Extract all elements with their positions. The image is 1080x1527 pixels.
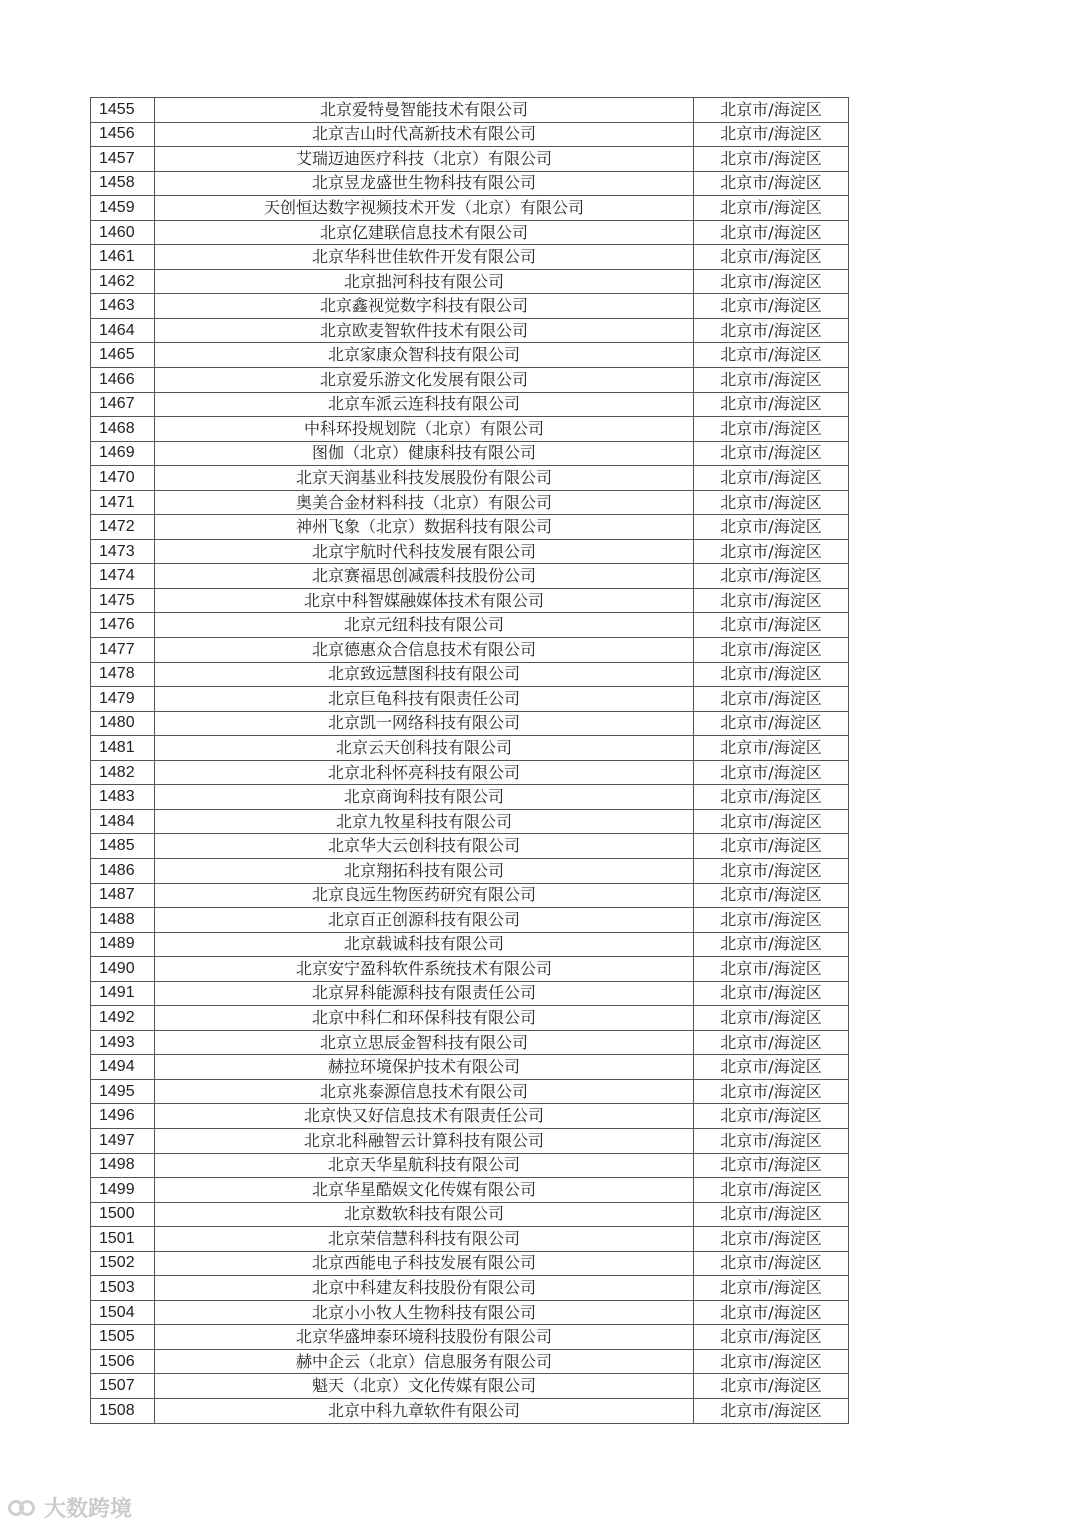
table-row	[91, 196, 849, 221]
region-cell: 北京市/海淀区	[694, 711, 849, 736]
company-name: 北京立思辰金智科技有限公司	[155, 1030, 694, 1055]
table-row	[91, 122, 849, 147]
company-name: 中科环投规划院（北京）有限公司	[155, 417, 694, 442]
company-name: 北京良远生物医药研究有限公司	[155, 883, 694, 908]
region-cell: 北京市/海淀区	[694, 981, 849, 1006]
company-name: 北京安宁盈科软件系统技术有限公司	[155, 957, 694, 982]
row-number: 1499	[91, 1178, 155, 1203]
table-row	[91, 1030, 849, 1055]
company-name: 北京家康众智科技有限公司	[155, 343, 694, 368]
company-table	[90, 97, 849, 1424]
company-name: 北京吉山时代高新技术有限公司	[155, 122, 694, 147]
company-name: 北京天华星航科技有限公司	[155, 1153, 694, 1178]
company-name: 艾瑞迈迪医疗科技（北京）有限公司	[155, 147, 694, 172]
company-name: 图伽（北京）健康科技有限公司	[155, 441, 694, 466]
table-row	[91, 1128, 849, 1153]
table-row	[91, 392, 849, 417]
company-name: 北京华大云创科技有限公司	[155, 834, 694, 859]
table-row	[91, 417, 849, 442]
company-name: 北京爱乐游文化发展有限公司	[155, 368, 694, 393]
table-row	[91, 638, 849, 663]
region-cell: 北京市/海淀区	[694, 318, 849, 343]
region-cell: 北京市/海淀区	[694, 638, 849, 663]
row-number: 1464	[91, 318, 155, 343]
company-name: 北京昱龙盛世生物科技有限公司	[155, 171, 694, 196]
region-cell: 北京市/海淀区	[694, 687, 849, 712]
region-cell: 北京市/海淀区	[694, 392, 849, 417]
table-row	[91, 957, 849, 982]
region-cell: 北京市/海淀区	[694, 196, 849, 221]
region-cell: 北京市/海淀区	[694, 760, 849, 785]
region-cell: 北京市/海淀区	[694, 834, 849, 859]
region-cell: 北京市/海淀区	[694, 858, 849, 883]
row-number: 1465	[91, 343, 155, 368]
row-number: 1507	[91, 1374, 155, 1399]
row-number: 1487	[91, 883, 155, 908]
company-name: 北京赛福思创减震科技股份公司	[155, 564, 694, 589]
table-row	[91, 883, 849, 908]
region-cell: 北京市/海淀区	[694, 883, 849, 908]
table-row	[91, 1251, 849, 1276]
row-number: 1466	[91, 368, 155, 393]
row-number: 1504	[91, 1300, 155, 1325]
company-name: 北京中科建友科技股份有限公司	[155, 1276, 694, 1301]
watermark-text: 大数跨境	[44, 1497, 133, 1522]
row-number: 1485	[91, 834, 155, 859]
row-number: 1458	[91, 171, 155, 196]
region-cell: 北京市/海淀区	[694, 932, 849, 957]
company-name: 北京拙河科技有限公司	[155, 269, 694, 294]
table-row	[91, 245, 849, 270]
table-row	[91, 1104, 849, 1129]
row-number: 1460	[91, 220, 155, 245]
table-row	[91, 147, 849, 172]
company-name: 北京巨龟科技有限责任公司	[155, 687, 694, 712]
row-number: 1480	[91, 711, 155, 736]
company-name: 北京商询科技有限公司	[155, 785, 694, 810]
region-cell: 北京市/海淀区	[694, 343, 849, 368]
region-cell: 北京市/海淀区	[694, 98, 849, 123]
row-number: 1489	[91, 932, 155, 957]
row-number: 1501	[91, 1227, 155, 1252]
company-name: 北京中科九章软件有限公司	[155, 1398, 694, 1423]
row-number: 1498	[91, 1153, 155, 1178]
row-number: 1494	[91, 1055, 155, 1080]
company-name: 赫中企云（北京）信息服务有限公司	[155, 1349, 694, 1374]
table-row	[91, 613, 849, 638]
row-number: 1476	[91, 613, 155, 638]
region-cell: 北京市/海淀区	[694, 539, 849, 564]
row-number: 1477	[91, 638, 155, 663]
company-name: 北京西能电子科技发展有限公司	[155, 1251, 694, 1276]
table-row	[91, 908, 849, 933]
company-name: 北京致远慧图科技有限公司	[155, 662, 694, 687]
row-number: 1505	[91, 1325, 155, 1350]
table-row	[91, 1374, 849, 1399]
row-number: 1483	[91, 785, 155, 810]
company-name: 北京德惠众合信息技术有限公司	[155, 638, 694, 663]
row-number: 1479	[91, 687, 155, 712]
table-body	[91, 98, 849, 1424]
region-cell: 北京市/海淀区	[694, 564, 849, 589]
region-cell: 北京市/海淀区	[694, 1374, 849, 1399]
row-number: 1467	[91, 392, 155, 417]
table-row	[91, 1006, 849, 1031]
table-row	[91, 1227, 849, 1252]
table-row	[91, 343, 849, 368]
table-row	[91, 662, 849, 687]
table-row	[91, 1349, 849, 1374]
row-number: 1496	[91, 1104, 155, 1129]
row-number: 1475	[91, 588, 155, 613]
row-number: 1457	[91, 147, 155, 172]
table-row	[91, 466, 849, 491]
row-number: 1491	[91, 981, 155, 1006]
region-cell: 北京市/海淀区	[694, 1178, 849, 1203]
region-cell: 北京市/海淀区	[694, 1398, 849, 1423]
company-name: 北京数软科技有限公司	[155, 1202, 694, 1227]
company-name: 赫拉环境保护技术有限公司	[155, 1055, 694, 1080]
table-row	[91, 1300, 849, 1325]
row-number: 1481	[91, 736, 155, 761]
company-name: 北京天润基业科技发展股份有限公司	[155, 466, 694, 491]
table-row	[91, 1202, 849, 1227]
region-cell: 北京市/海淀区	[694, 171, 849, 196]
table-row	[91, 687, 849, 712]
company-name: 北京亿建联信息技术有限公司	[155, 220, 694, 245]
row-number: 1486	[91, 858, 155, 883]
company-name: 北京欧麦智软件技术有限公司	[155, 318, 694, 343]
company-name: 北京荣信慧科科技有限公司	[155, 1227, 694, 1252]
row-number: 1462	[91, 269, 155, 294]
region-cell: 北京市/海淀区	[694, 662, 849, 687]
region-cell: 北京市/海淀区	[694, 269, 849, 294]
table-row	[91, 1153, 849, 1178]
company-name: 北京中科仁和环保科技有限公司	[155, 1006, 694, 1031]
company-name: 北京宇航时代科技发展有限公司	[155, 539, 694, 564]
region-cell: 北京市/海淀区	[694, 957, 849, 982]
region-cell: 北京市/海淀区	[694, 1030, 849, 1055]
region-cell: 北京市/海淀区	[694, 1251, 849, 1276]
company-name: 北京鑫视觉数字科技有限公司	[155, 294, 694, 319]
table-row	[91, 932, 849, 957]
infinity-logo-icon	[8, 1497, 38, 1519]
region-cell: 北京市/海淀区	[694, 588, 849, 613]
table-row	[91, 98, 849, 123]
company-name: 北京华盛坤泰环境科技股份有限公司	[155, 1325, 694, 1350]
region-cell: 北京市/海淀区	[694, 809, 849, 834]
company-name: 北京华科世佳软件开发有限公司	[155, 245, 694, 270]
company-name: 北京凯一网络科技有限公司	[155, 711, 694, 736]
table-row	[91, 269, 849, 294]
company-name: 北京华星酷娱文化传媒有限公司	[155, 1178, 694, 1203]
company-name: 北京爱特曼智能技术有限公司	[155, 98, 694, 123]
row-number: 1502	[91, 1251, 155, 1276]
row-number: 1508	[91, 1398, 155, 1423]
company-name: 天创恒达数字视频技术开发（北京）有限公司	[155, 196, 694, 221]
company-name: 北京云天创科技有限公司	[155, 736, 694, 761]
region-cell: 北京市/海淀区	[694, 466, 849, 491]
region-cell: 北京市/海淀区	[694, 1300, 849, 1325]
table-row	[91, 294, 849, 319]
region-cell: 北京市/海淀区	[694, 441, 849, 466]
table-row	[91, 515, 849, 540]
table-row	[91, 711, 849, 736]
table-row	[91, 1079, 849, 1104]
region-cell: 北京市/海淀区	[694, 785, 849, 810]
region-cell: 北京市/海淀区	[694, 1227, 849, 1252]
region-cell: 北京市/海淀区	[694, 1153, 849, 1178]
company-name: 神州飞象（北京）数据科技有限公司	[155, 515, 694, 540]
row-number: 1473	[91, 539, 155, 564]
region-cell: 北京市/海淀区	[694, 1202, 849, 1227]
company-name: 北京九牧星科技有限公司	[155, 809, 694, 834]
table-row	[91, 736, 849, 761]
table-row	[91, 809, 849, 834]
table-row	[91, 785, 849, 810]
region-cell: 北京市/海淀区	[694, 417, 849, 442]
company-name: 北京中科智媒融媒体技术有限公司	[155, 588, 694, 613]
table-row	[91, 858, 849, 883]
row-number: 1474	[91, 564, 155, 589]
row-number: 1456	[91, 122, 155, 147]
region-cell: 北京市/海淀区	[694, 490, 849, 515]
table-row	[91, 1398, 849, 1423]
row-number: 1468	[91, 417, 155, 442]
region-cell: 北京市/海淀区	[694, 1055, 849, 1080]
region-cell: 北京市/海淀区	[694, 122, 849, 147]
company-name: 北京百正创源科技有限公司	[155, 908, 694, 933]
row-number: 1461	[91, 245, 155, 270]
table-row	[91, 441, 849, 466]
row-number: 1484	[91, 809, 155, 834]
table-row	[91, 588, 849, 613]
table-row	[91, 760, 849, 785]
company-name: 北京元纽科技有限公司	[155, 613, 694, 638]
region-cell: 北京市/海淀区	[694, 1325, 849, 1350]
row-number: 1459	[91, 196, 155, 221]
row-number: 1495	[91, 1079, 155, 1104]
table-row	[91, 171, 849, 196]
region-cell: 北京市/海淀区	[694, 294, 849, 319]
table-row	[91, 318, 849, 343]
region-cell: 北京市/海淀区	[694, 908, 849, 933]
region-cell: 北京市/海淀区	[694, 1349, 849, 1374]
region-cell: 北京市/海淀区	[694, 515, 849, 540]
row-number: 1470	[91, 466, 155, 491]
row-number: 1506	[91, 1349, 155, 1374]
company-name: 奥美合金材料科技（北京）有限公司	[155, 490, 694, 515]
table-row	[91, 1325, 849, 1350]
table-row	[91, 1178, 849, 1203]
company-name: 北京快又好信息技术有限责任公司	[155, 1104, 694, 1129]
watermark	[8, 1492, 132, 1523]
company-name: 魁天（北京）文化传媒有限公司	[155, 1374, 694, 1399]
row-number: 1488	[91, 908, 155, 933]
table-row	[91, 834, 849, 859]
region-cell: 北京市/海淀区	[694, 1079, 849, 1104]
row-number: 1482	[91, 760, 155, 785]
company-name: 北京翔拓科技有限公司	[155, 858, 694, 883]
table-row	[91, 490, 849, 515]
region-cell: 北京市/海淀区	[694, 613, 849, 638]
table-row	[91, 1276, 849, 1301]
region-cell: 北京市/海淀区	[694, 368, 849, 393]
table-row	[91, 564, 849, 589]
table-row	[91, 539, 849, 564]
region-cell: 北京市/海淀区	[694, 147, 849, 172]
company-name: 北京北科怀亮科技有限公司	[155, 760, 694, 785]
company-name: 北京昇科能源科技有限责任公司	[155, 981, 694, 1006]
row-number: 1497	[91, 1128, 155, 1153]
row-number: 1503	[91, 1276, 155, 1301]
row-number: 1478	[91, 662, 155, 687]
row-number: 1472	[91, 515, 155, 540]
company-name: 北京车派云连科技有限公司	[155, 392, 694, 417]
table-row	[91, 1055, 849, 1080]
region-cell: 北京市/海淀区	[694, 1006, 849, 1031]
row-number: 1493	[91, 1030, 155, 1055]
row-number: 1500	[91, 1202, 155, 1227]
region-cell: 北京市/海淀区	[694, 245, 849, 270]
region-cell: 北京市/海淀区	[694, 1276, 849, 1301]
region-cell: 北京市/海淀区	[694, 220, 849, 245]
row-number: 1469	[91, 441, 155, 466]
row-number: 1463	[91, 294, 155, 319]
region-cell: 北京市/海淀区	[694, 1104, 849, 1129]
table-row	[91, 368, 849, 393]
row-number: 1490	[91, 957, 155, 982]
company-name: 北京载诚科技有限公司	[155, 932, 694, 957]
region-cell: 北京市/海淀区	[694, 736, 849, 761]
company-name: 北京兆泰源信息技术有限公司	[155, 1079, 694, 1104]
company-name: 北京北科融智云计算科技有限公司	[155, 1128, 694, 1153]
region-cell: 北京市/海淀区	[694, 1128, 849, 1153]
table-row	[91, 220, 849, 245]
row-number: 1455	[91, 98, 155, 123]
table-row	[91, 981, 849, 1006]
row-number: 1471	[91, 490, 155, 515]
company-name: 北京小小牧人生物科技有限公司	[155, 1300, 694, 1325]
row-number: 1492	[91, 1006, 155, 1031]
